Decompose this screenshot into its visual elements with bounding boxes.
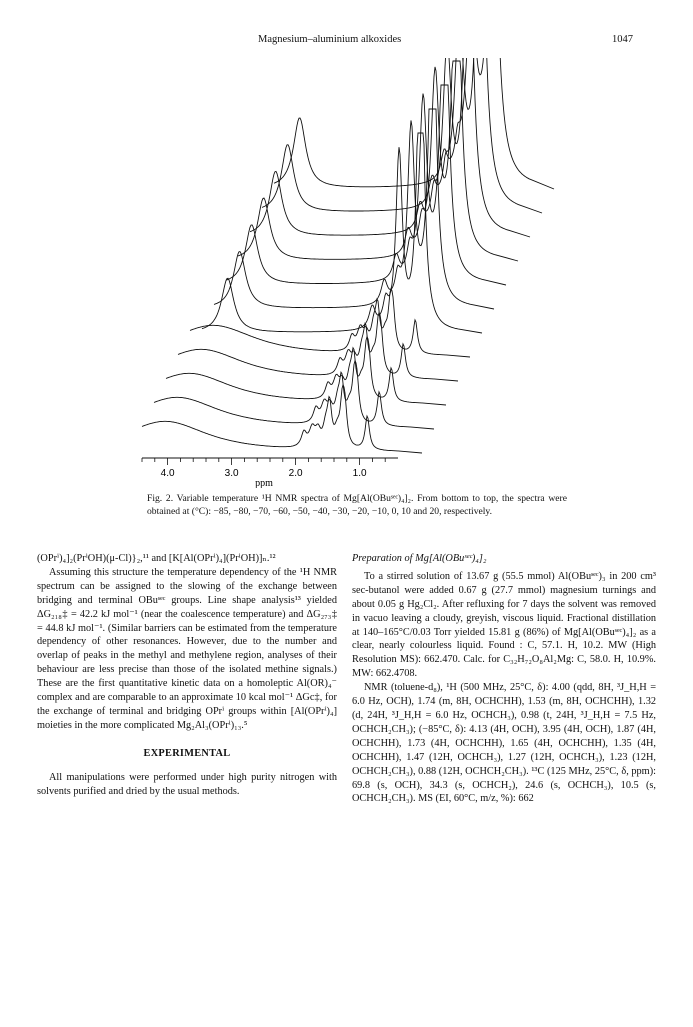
page-number: 1047 — [612, 34, 633, 45]
nmr-stacked-spectra-figure — [136, 58, 556, 488]
left-paragraph-2: All manipulations were performed under high purity nitrogen with solvents purified and dried by the usual methods. — [37, 771, 337, 797]
caption-label: Fig. 2. — [147, 493, 174, 504]
x-axis-tick-label: 4.0 — [160, 468, 175, 479]
spectrum-trace — [238, 61, 518, 261]
x-axis-tick-label: 1.0 — [352, 468, 367, 479]
right-column — [352, 552, 656, 806]
section-heading-experimental: EXPERIMENTAL — [143, 747, 231, 759]
spectrum-trace — [190, 289, 470, 357]
right-paragraph-2: NMR (toluene-d₈), ¹H (500 MHz, 25°C, δ): 4.00 (qdd, 8H, ³J_H,H = 6.0 Hz, OCH), 1.74 (m, 8H, OCHCHH), 1.53 (m, 8H, OCHCHH), 1.32 (d, 24H, ³J_H,H = 6.0 Hz, OCHCH₃), 0.98 (t, 24H, ³J_H,H = 7.5 Hz, OCHCH₂CH₃); (−85°C, δ): 4.13 (4H, OCH), 3.95 (4H, OCH), 1.87 (4H, OCHCHH), 1.73 (4H, OCHCHH), 1.65 (4H, OCHCHH), 1.35 (4H, OCHCHH), 1.47 (12H, OCHCH₃), 1.27 (12H, OCHCH₃), 1.23 (12H, OCHCH₂CH₃), 0.88 (12H, OCHCH₂CH₃). ¹³C (125 MHz, 25°C, δ, ppm): 69.8 (s, OCH), 34.3 (s, OCHCH₂), 24.6 (s, OCHCH₃), 10.5 (s, OCHCH₂CH₃). MS (EI, 60°C, m/z, %): 662 — [352, 682, 656, 805]
figure-caption — [147, 492, 567, 518]
right-paragraph-1: To a stirred solution of 13.67 g (55.5 mmol) Al(OBuˢᵉᶜ)₃ in 200 cm³ sec-butanol were added 0.67 g (27.7 mmol) magnesium turnings and about 0.05 g Hg₂Cl₂. After refluxing for 7 days the solvent was removed in vacuo leaving a cloudy, greyish, viscous liquid. Fractional distillation at 140–165°C/0.03 Torr yielded 15.81 g (86%) of Mg[Al(OBuˢᵉᶜ)₄]₂ as a clear, nearly colourless liquid. Found : C, 57.1. H, 10.2. MW (High Resolution MS): 662.470. Calc. for C₃₂H₇₂O₈Al₂Mg: C, 58.0. H, 10.9%. MW: 662.4708. — [352, 570, 656, 680]
left-paragraph-0: (OPrⁱ)₄]₂(PrⁱOH)(μ-Cl)}₂,¹¹ and [K[Al(OPrⁱ)₄](PrⁱOH)]ₙ.¹² — [37, 553, 276, 564]
running-head — [0, 34, 693, 50]
running-title: Magnesium–aluminium alkoxides — [258, 34, 402, 45]
spectra-traces — [142, 58, 554, 453]
spectrum-trace — [226, 85, 506, 285]
x-axis-label: ppm — [255, 478, 273, 488]
x-axis-tick-label: 3.0 — [224, 468, 239, 479]
spectrum-trace — [214, 109, 494, 309]
x-axis-tick-label: 2.0 — [288, 468, 303, 479]
caption-text: Variable temperature ¹H NMR spectra of Mg[Al(OBuˢᵉᶜ)₄]₂. From bottom to top, the spectra were obtained at (°C): −85, −80, −70, −60, −50, −40, −30, −20, −10, 0, 10 and 20, respectively. — [147, 493, 567, 517]
left-paragraph-1: Assuming this structure the temperature dependency of the ¹H NMR spectrum can be assigned to the slowing of the exchange between bridging and terminal OBuˢᵉᶜ groups. Line shape analysis¹³ yielded ΔG₂₁₈‡ = 42.2 kJ mol⁻¹ (near the coalescence temperature) and ΔG₂₇₃‡ = 44.8 kJ mol⁻¹. (Similar barriers can be estimated from the temperature dependency of other resonances. However, due to the number and overlap of peaks in the methyl and methylene region, analyses of their behaviour are less precise than those of the isolated methine signals.) These are the first quantitative kinetic data on a homoleptic Al(OR)₄⁻ complex and are comparable to an approximate 10 kcal mol⁻¹ ΔGc‡, for the exchange of terminal and bridging OPrⁱ groups within [Al(OPrⁱ)₄] moieties in the more complicated Mg₂Al₃(OPrⁱ)₁₃.⁵ — [37, 566, 337, 731]
section-heading-preparation: Preparation of Mg[Al(OBuˢᵉᶜ)₄]₂ — [352, 553, 487, 564]
x-axis-ticks — [142, 458, 385, 465]
left-column — [37, 552, 337, 799]
